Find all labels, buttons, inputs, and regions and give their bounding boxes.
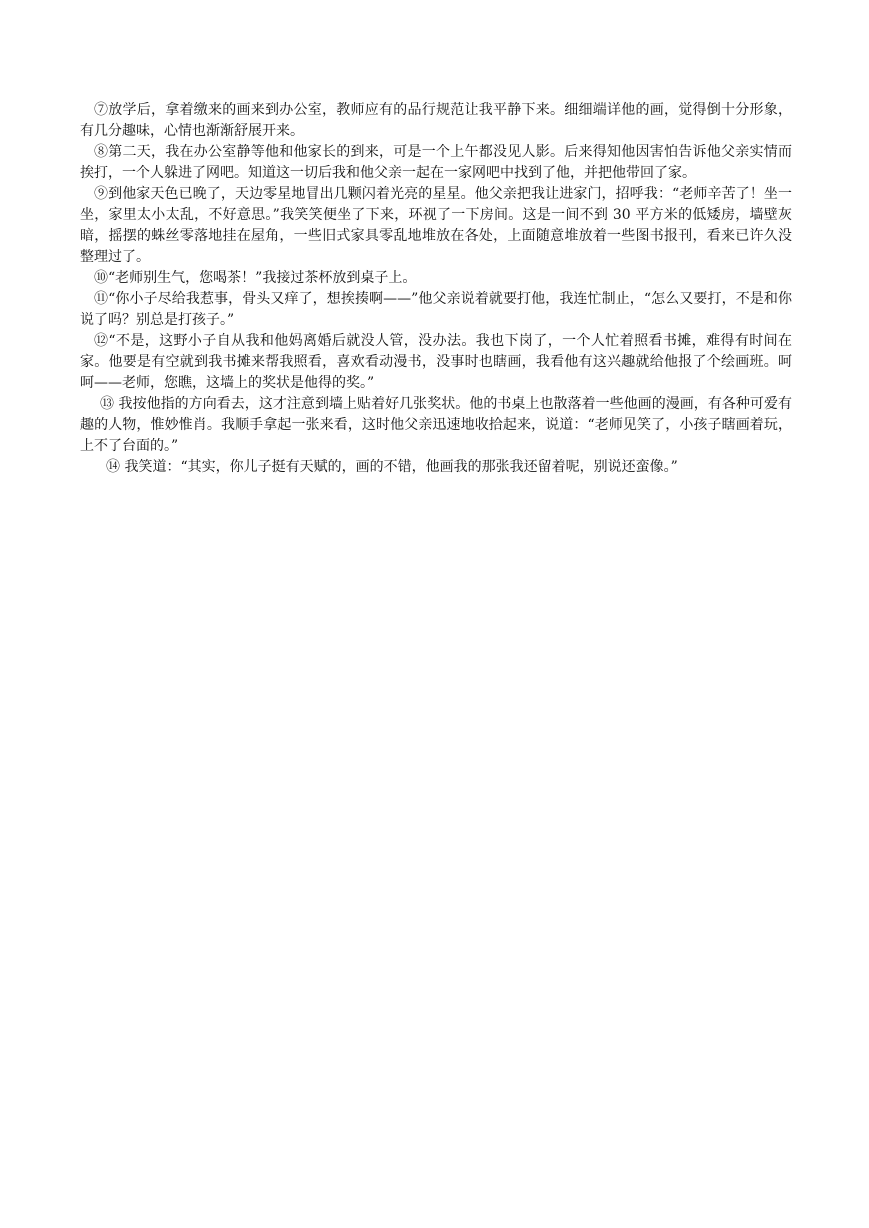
paragraph-8: ⑧第二天，我在办公室静等他和他家长的到来，可是一个上午都没见人影。后来得知他因害怕告诉他父亲实情而挨打，一个人躲进了网吧。知道这一切后我和他父亲一起在一家网吧中找到了他，并把他带回了家。 (80, 144, 792, 181)
paragraph-7: ⑦放学后，拿着缴来的画来到办公室，教师应有的品行规范让我平静下来。细细端详他的画，觉得倒十分形象，有几分趣味，心情也渐渐舒展开来。 (80, 102, 792, 139)
paragraph-12: ⑫“不是，这野小子自从我和他妈离婚后就没人管，没办法。我也下岗了，一个人忙着照看书摊，难得有时间在家。他要是有空就到我书摊来帮我照看，喜欢看动漫书，没事时也瞎画，我看他有这兴趣就给他报了个绘画班。呵呵——老师，您瞧，这墙上的奖状是他得的奖。” (80, 333, 792, 391)
paragraph-11: ⑪“你小子尽给我惹事，骨头又痒了，想挨揍啊——”他父亲说着就要打他，我连忙制止，“怎么又要打，不是和你说了吗？别总是打孩子。” (80, 291, 792, 328)
paragraph-14: ⑭ 我笑道：“其实，你儿子挺有天赋的，画的不错，他画我的那张我还留着呢，别说还蛮像。” (106, 459, 678, 475)
article-body (80, 100, 792, 478)
paragraph-10: ⑩“老师别生气，您喝茶！”我接过茶杯放到桌子上。 (94, 270, 417, 286)
paragraph-13: ⑬ 我按他指的方向看去，这才注意到墙上贴着好几张奖状。他的书桌上也散落着一些他画的漫画，有各种可爱有趣的人物，惟妙惟肖。我顺手拿起一张来看，这时他父亲迅速地收拾起来，说道：“老师见笑了，小孩子瞎画着玩，上不了台面的。” (80, 396, 792, 454)
paragraph-9: ⑨到他家天色已晚了，天边零星地冒出几颗闪着光亮的星星。他父亲把我让进家门，招呼我：“老师辛苦了！坐一坐，家里太小太乱，不好意思。”我笑笑便坐了下来，环视了一下房间。这是一间不到 30 平方米的低矮房，墙壁灰暗，摇摆的蛛丝零落地挂在屋角，一些旧式家具零乱地堆放在各处，上面随意堆放着一些图书报刊，看来已许久没整理过了。 (80, 186, 792, 265)
